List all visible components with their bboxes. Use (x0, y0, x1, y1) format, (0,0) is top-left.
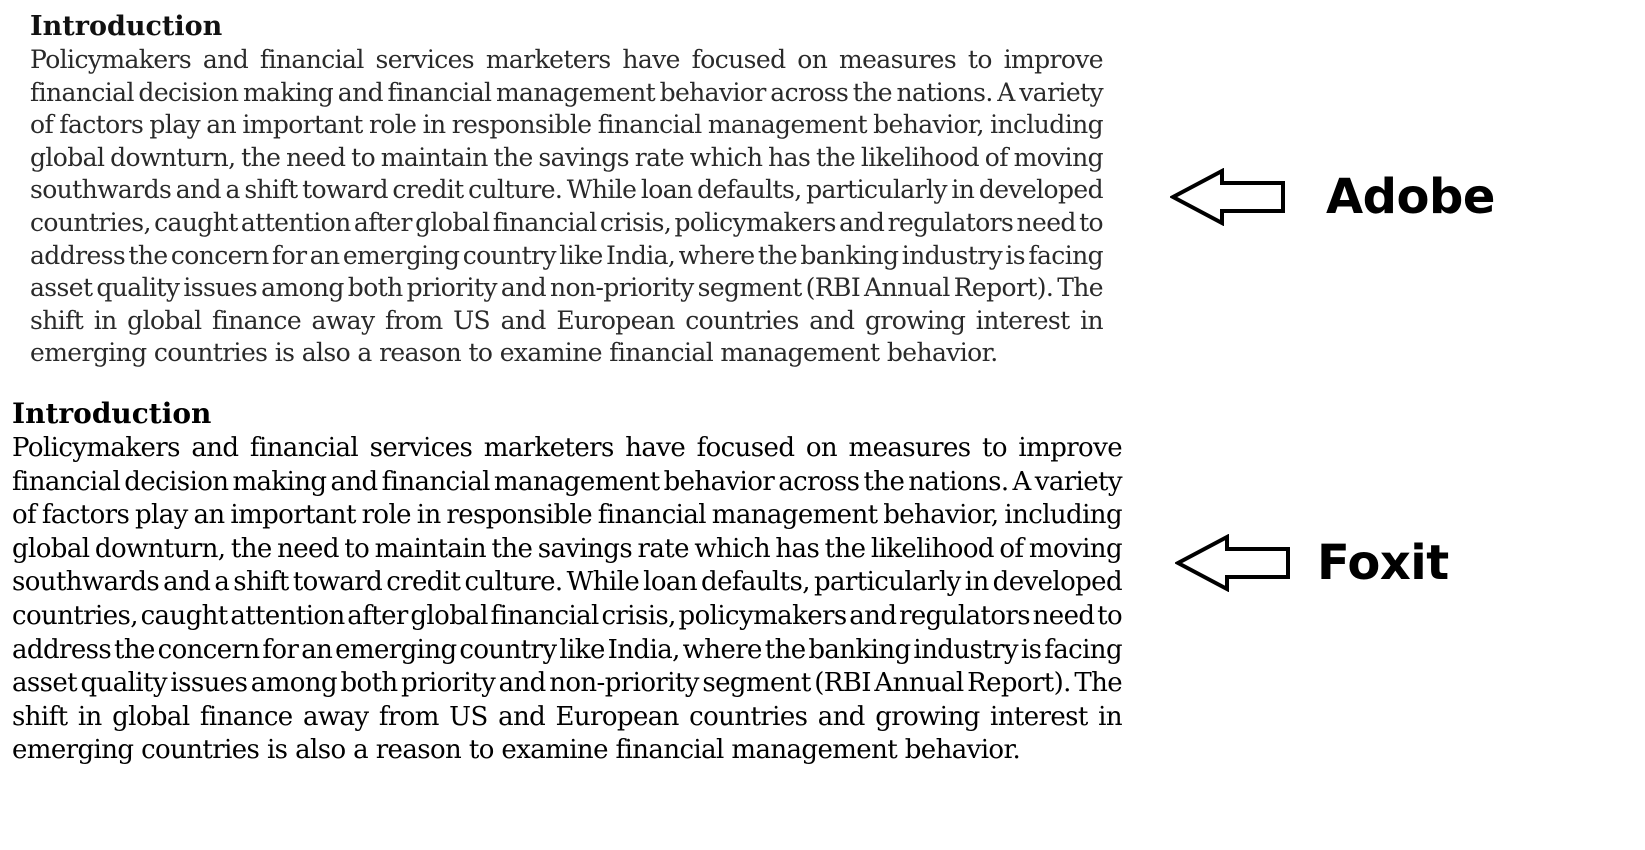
adobe-line: financial decision making and financial management behavior across the nations. A variety (30, 77, 1103, 107)
foxit-line: global downturn, the need to maintain the savings rate which has the likelihood of moving (12, 533, 1122, 564)
left-arrow-icon (1175, 534, 1293, 592)
adobe-callout (1170, 168, 1495, 226)
adobe-line: Policymakers and financial services marketers have focused on measures to improve (30, 45, 1103, 74)
foxit-label: Foxit (1317, 535, 1449, 591)
foxit-line: southwards and a shift toward credit culture. While loan defaults, particularly in developed (12, 567, 1122, 598)
foxit-paragraph (12, 432, 1122, 768)
adobe-line: countries, caught attention after global financial crisis, policymakers and regulators need to (30, 207, 1103, 237)
adobe-line: southwards and a shift toward credit culture. While loan defaults, particularly in developed (30, 175, 1103, 205)
adobe-heading: Introduction (30, 11, 223, 42)
left-arrow-icon (1170, 168, 1288, 226)
foxit-line: emerging countries is also a reason to examine financial management behavior. (12, 735, 1021, 766)
foxit-callout (1175, 534, 1449, 592)
adobe-label: Adobe (1326, 169, 1495, 225)
adobe-rendering-panel (30, 12, 1103, 370)
foxit-line: shift in global finance away from US and European countries and growing interest in (12, 701, 1122, 732)
adobe-paragraph (30, 44, 1103, 370)
foxit-line: countries, caught attention after global financial crisis, policymakers and regulators need to (12, 600, 1122, 631)
adobe-line: global downturn, the need to maintain the savings rate which has the likelihood of moving (30, 142, 1103, 172)
adobe-line: asset quality issues among both priority and non-priority segment (RBI Annual Report). The (30, 273, 1103, 303)
foxit-line: of factors play an important role in responsible financial management behavior, including (12, 500, 1122, 531)
adobe-line: address the concern for an emerging country like India, where the banking industry is facing (30, 240, 1103, 270)
foxit-heading: Introduction (12, 397, 212, 430)
foxit-line: financial decision making and financial management behavior across the nations. A variety (12, 466, 1122, 497)
foxit-rendering-panel (12, 398, 1122, 768)
adobe-line: shift in global finance away from US and European countries and growing interest in (30, 305, 1103, 335)
adobe-line: emerging countries is also a reason to examine financial management behavior. (30, 338, 998, 368)
adobe-line: of factors play an important role in responsible financial management behavior, including (30, 110, 1103, 140)
foxit-line: asset quality issues among both priority and non-priority segment (RBI Annual Report). The (12, 668, 1122, 699)
foxit-line: address the concern for an emerging country like India, where the banking industry is facing (12, 634, 1122, 665)
foxit-line: Policymakers and financial services marketers have focused on measures to improve (12, 433, 1122, 463)
